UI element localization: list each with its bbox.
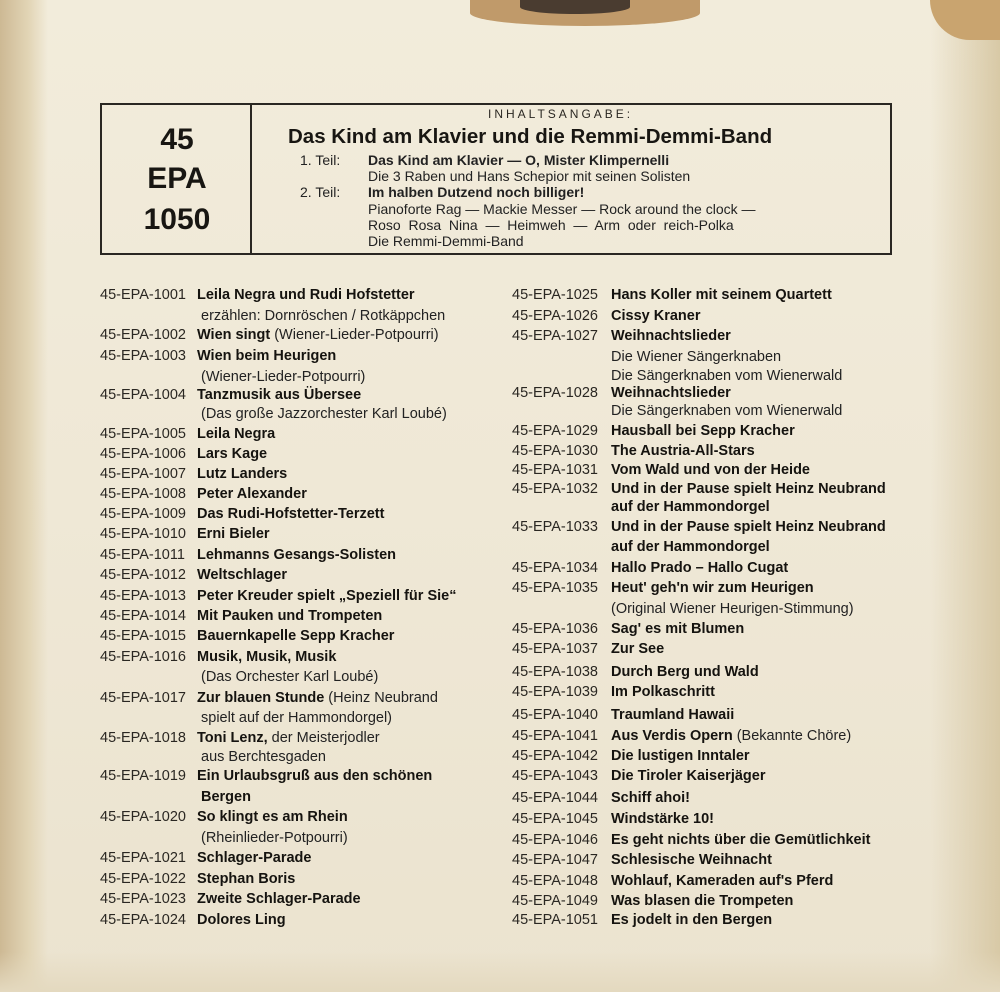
entry-title: Schiff ahoi! xyxy=(611,790,690,806)
catalog-entry xyxy=(512,580,814,596)
entry-code: 45-EPA-1024 xyxy=(100,912,186,928)
worn-right-edge xyxy=(930,0,1000,992)
entry-code: 45-EPA-1021 xyxy=(100,850,186,866)
entry-code: 45-EPA-1044 xyxy=(512,790,598,806)
entry-title: Weihnachtslieder xyxy=(611,328,731,344)
catalog-entry xyxy=(512,621,744,637)
entry-title: Was blasen die Trompeten xyxy=(611,893,794,909)
entry-title: Schlager-Parade xyxy=(197,850,312,866)
entry-code: 45-EPA-1005 xyxy=(100,426,186,442)
catalog-entry xyxy=(100,690,438,706)
catalog-entry xyxy=(512,462,810,478)
catalog-number-block xyxy=(102,105,252,253)
catalog-entry xyxy=(100,547,396,563)
entry-code: 45-EPA-1008 xyxy=(100,486,186,502)
entry-continuation: (Original Wiener Heurigen-Stimmung) xyxy=(611,601,854,617)
catalog-entry xyxy=(512,519,886,535)
entry-title: Heut' geh'n wir zum Heurigen xyxy=(611,580,814,596)
entry-title: Windstärke 10! xyxy=(611,811,715,827)
catalog-entry xyxy=(100,850,311,866)
catalog-entry xyxy=(512,443,755,459)
entry-code: 45-EPA-1045 xyxy=(512,811,598,827)
catalog-entry xyxy=(512,641,664,657)
entry-subtitle: (Heinz Neubrand xyxy=(324,690,438,706)
entry-title: Bauernkapelle Sepp Kracher xyxy=(197,628,395,644)
entry-code: 45-EPA-1025 xyxy=(512,287,598,303)
entry-title: Die lustigen Inntaler xyxy=(611,748,750,764)
entry-code: 45-EPA-1043 xyxy=(512,768,598,784)
catalog-entry xyxy=(100,809,348,825)
entry-continuation: Die Sängerknaben vom Wienerwald xyxy=(611,403,843,419)
catalog-entry xyxy=(512,423,795,439)
catalog-entry xyxy=(512,664,759,680)
catalog-entry xyxy=(512,768,765,784)
record-title: Das Kind am Klavier und die Remmi-Demmi-Band xyxy=(288,125,773,148)
catalog-entry xyxy=(100,871,295,887)
entry-code: 45-EPA-1049 xyxy=(512,893,598,909)
part2-label: 2. Teil: xyxy=(300,184,341,200)
entry-title: Lars Kage xyxy=(197,446,268,462)
catalog-entry xyxy=(100,506,384,522)
contents-label: INHALTSANGABE: xyxy=(488,107,634,121)
entry-title: Mit Pauken und Trompeten xyxy=(197,608,383,624)
catalog-entry xyxy=(100,730,380,746)
entry-code: 45-EPA-1013 xyxy=(100,588,186,604)
catalog-entry xyxy=(512,728,851,744)
entry-title: Es geht nichts über die Gemütlichkeit xyxy=(611,832,871,848)
catalog-entry xyxy=(100,912,286,928)
entry-continuation: (Rheinlieder-Potpourri) xyxy=(201,830,348,846)
catalog-entry xyxy=(512,684,715,700)
entry-code: 45-EPA-1014 xyxy=(100,608,186,624)
entry-title: Hans Koller mit seinem Quartett xyxy=(611,287,832,303)
entry-title: Und in der Pause spielt Heinz Neubrand xyxy=(611,481,886,497)
entry-title: Aus Verdis Opern xyxy=(611,728,733,744)
entry-code: 45-EPA-1019 xyxy=(100,768,186,784)
entry-code: 45-EPA-1038 xyxy=(512,664,598,680)
entry-continuation: (Das Orchester Karl Loubé) xyxy=(201,669,379,685)
entry-code: 45-EPA-1035 xyxy=(512,580,598,596)
entry-code: 45-EPA-1027 xyxy=(512,328,598,344)
entry-code: 45-EPA-1020 xyxy=(100,809,186,825)
entry-code: 45-EPA-1022 xyxy=(100,871,186,887)
part1-label: 1. Teil: xyxy=(300,152,341,168)
entry-continuation: (Das große Jazzorchester Karl Loubé) xyxy=(201,406,447,422)
entry-title: Es jodelt in den Bergen xyxy=(611,912,773,928)
entry-title: Cissy Kraner xyxy=(611,308,701,324)
catalog-entry xyxy=(512,481,886,497)
entry-code: 45-EPA-1040 xyxy=(512,707,598,723)
entry-title: Zur blauen Stunde xyxy=(197,690,325,706)
entry-code: 45-EPA-1018 xyxy=(100,730,186,746)
catalog-entry xyxy=(100,628,394,644)
part2-line3: Die Remmi-Demmi-Band xyxy=(368,233,524,249)
entry-continuation: aus Berchtesgaden xyxy=(201,749,326,765)
entry-code: 45-EPA-1037 xyxy=(512,641,598,657)
entry-code: 45-EPA-1026 xyxy=(512,308,598,324)
entry-subtitle: der Meisterjodler xyxy=(267,730,380,746)
catalog-entry xyxy=(100,486,307,502)
entry-code: 45-EPA-1029 xyxy=(512,423,598,439)
entry-code: 45-EPA-1003 xyxy=(100,348,186,364)
entry-continuation: auf der Hammondorgel xyxy=(611,539,770,555)
catalog-entry xyxy=(100,891,361,907)
entry-title: Wien beim Heurigen xyxy=(197,348,337,364)
entry-title: Im Polkaschritt xyxy=(611,684,715,700)
record-glimpse xyxy=(520,0,630,14)
catalog-entry xyxy=(512,707,734,723)
entry-continuation: Bergen xyxy=(201,789,251,805)
entry-continuation: Die Sängerknaben vom Wienerwald xyxy=(611,368,843,384)
entry-code: 45-EPA-1048 xyxy=(512,873,598,889)
entry-code: 45-EPA-1023 xyxy=(100,891,186,907)
catalog-entry xyxy=(512,811,714,827)
catalog-entry xyxy=(512,873,833,889)
catalog-entry xyxy=(100,466,287,482)
entry-title: Traumland Hawaii xyxy=(611,707,735,723)
catalog-entry xyxy=(100,608,382,624)
part1-title: Das Kind am Klavier — O, Mister Klimpernelli xyxy=(368,152,670,168)
entry-continuation: Die Wiener Sängerknaben xyxy=(611,349,782,365)
entry-title: Und in der Pause spielt Heinz Neubrand xyxy=(611,519,886,535)
contents-box xyxy=(100,103,892,255)
entry-title: Zur See xyxy=(611,641,665,657)
entry-code: 45-EPA-1006 xyxy=(100,446,186,462)
catalog-entry xyxy=(100,526,270,542)
entry-code: 45-EPA-1001 xyxy=(100,287,186,303)
entry-continuation: erzählen: Dornröschen / Rotkäppchen xyxy=(201,308,446,324)
entry-code: 45-EPA-1034 xyxy=(512,560,598,576)
catalog-entry xyxy=(512,308,700,324)
entry-code: 45-EPA-1017 xyxy=(100,690,186,706)
catalog-entry xyxy=(100,348,336,364)
entry-code: 45-EPA-1041 xyxy=(512,728,598,744)
entry-code: 45-EPA-1033 xyxy=(512,519,598,535)
entry-subtitle: (Bekannte Chöre) xyxy=(732,728,852,744)
entry-code: 45-EPA-1002 xyxy=(100,327,186,343)
catalog-entry xyxy=(512,328,731,344)
entry-code: 45-EPA-1011 xyxy=(100,547,185,563)
catalog-entry xyxy=(512,912,772,928)
catalog-entry xyxy=(512,852,772,868)
part2-title: Im halben Dutzend noch billiger! xyxy=(368,184,585,200)
entry-code: 45-EPA-1016 xyxy=(100,649,186,665)
entry-continuation: spielt auf der Hammondorgel) xyxy=(201,710,393,726)
entry-code: 45-EPA-1012 xyxy=(100,567,186,583)
entry-code: 45-EPA-1009 xyxy=(100,506,186,522)
entry-title: Hausball bei Sepp Kracher xyxy=(611,423,795,439)
entry-title: Musik, Musik, Musik xyxy=(197,649,337,665)
entry-code: 45-EPA-1047 xyxy=(512,852,598,868)
catalog-entry xyxy=(100,287,415,303)
entry-title: Peter Alexander xyxy=(197,486,307,502)
entry-code: 45-EPA-1004 xyxy=(100,387,186,403)
catalog-entry xyxy=(512,560,788,576)
entry-code: 45-EPA-1036 xyxy=(512,621,598,637)
catalog-entry xyxy=(100,387,361,403)
entry-title: The Austria-All-Stars xyxy=(611,443,755,459)
entry-title: Ein Urlaubsgruß aus den schönen xyxy=(197,768,433,784)
entry-code: 45-EPA-1015 xyxy=(100,628,186,644)
catalog-entry xyxy=(512,287,832,303)
catalog-number-45: 45 xyxy=(160,123,194,156)
entry-subtitle: (Wiener-Lieder-Potpourri) xyxy=(270,327,439,343)
catalog-entry xyxy=(100,567,287,583)
entry-title: Lutz Landers xyxy=(197,466,288,482)
catalog-entry xyxy=(512,893,793,909)
part2-line1: Pianoforte Rag — Mackie Messer — Rock around the clock — xyxy=(368,201,756,217)
entry-title: Die Tiroler Kaiserjäger xyxy=(611,768,766,784)
entry-code: 45-EPA-1007 xyxy=(100,466,186,482)
catalog-entry xyxy=(512,748,750,764)
entry-title: Wien singt xyxy=(197,327,271,343)
worn-left-edge xyxy=(0,0,48,992)
entry-title: Stephan Boris xyxy=(197,871,296,887)
catalog-entry xyxy=(100,588,456,604)
entry-code: 45-EPA-1028 xyxy=(512,385,598,401)
entry-title: Weihnachtslieder xyxy=(611,385,731,401)
catalog-entry xyxy=(100,768,432,784)
catalog-number-1050: 1050 xyxy=(143,203,211,236)
entry-title: Durch Berg und Wald xyxy=(611,664,759,680)
entry-title: Toni Lenz, xyxy=(197,730,268,746)
entry-title: Schlesische Weihnacht xyxy=(611,852,772,868)
catalog-entry xyxy=(100,426,275,442)
entry-continuation: auf der Hammondorgel xyxy=(611,499,770,515)
part1-description: Die 3 Raben und Hans Schepior mit seinen Solisten xyxy=(368,168,691,184)
entry-title: Leila Negra und Rudi Hofstetter xyxy=(197,287,415,303)
entry-code: 45-EPA-1032 xyxy=(512,481,598,497)
entry-title: Lehmanns Gesangs-Solisten xyxy=(197,547,397,563)
entry-title: Hallo Prado – Hallo Cugat xyxy=(611,560,789,576)
entry-code: 45-EPA-1051 xyxy=(512,912,598,928)
entry-continuation: (Wiener-Lieder-Potpourri) xyxy=(201,369,366,385)
entry-title: Tanzmusik aus Übersee xyxy=(197,387,362,403)
catalog-entry xyxy=(512,385,731,401)
catalog-entry xyxy=(100,327,439,343)
catalog-entry xyxy=(512,832,870,848)
entry-title: Wohlauf, Kameraden auf's Pferd xyxy=(611,873,834,889)
catalog-entry xyxy=(512,790,690,806)
entry-title: Das Rudi-Hofstetter-Terzett xyxy=(197,506,385,522)
entry-code: 45-EPA-1010 xyxy=(100,526,186,542)
entry-title: Leila Negra xyxy=(197,426,276,442)
entry-code: 45-EPA-1046 xyxy=(512,832,598,848)
entry-title: Weltschlager xyxy=(197,567,287,583)
entry-title: Erni Bieler xyxy=(197,526,270,542)
catalog-entry xyxy=(100,649,336,665)
entry-title: So klingt es am Rhein xyxy=(197,809,348,825)
catalog-number-epa: EPA xyxy=(147,162,207,195)
entry-title: Peter Kreuder spielt „Speziell für Sie“ xyxy=(197,588,457,604)
part2-line2: Roso Rosa Nina — Heimweh — Arm oder reich-Polka xyxy=(368,217,734,233)
entry-title: Dolores Ling xyxy=(197,912,286,928)
catalog-entry xyxy=(100,446,267,462)
entry-code: 45-EPA-1042 xyxy=(512,748,598,764)
entry-title: Sag' es mit Blumen xyxy=(611,621,745,637)
entry-code: 45-EPA-1031 xyxy=(512,462,598,478)
entry-code: 45-EPA-1030 xyxy=(512,443,598,459)
entry-title: Vom Wald und von der Heide xyxy=(611,462,810,478)
entry-code: 45-EPA-1039 xyxy=(512,684,598,700)
worn-bottom-edge xyxy=(0,952,1000,992)
entry-title: Zweite Schlager-Parade xyxy=(197,891,361,907)
